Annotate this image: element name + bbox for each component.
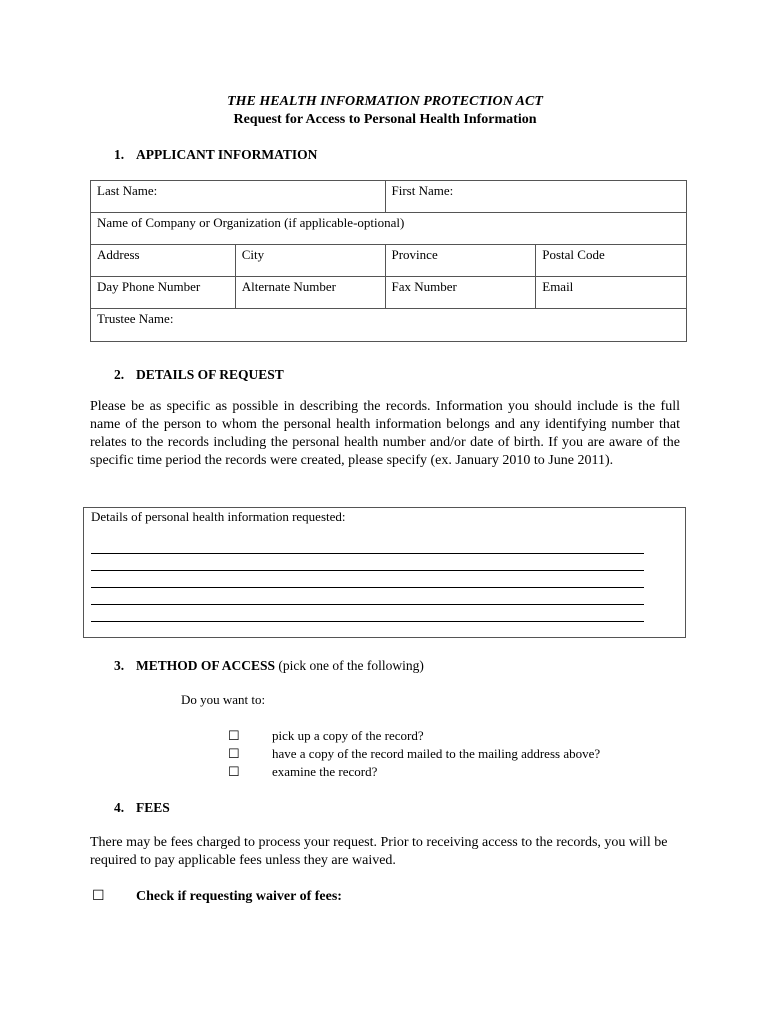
address-label: Address bbox=[97, 247, 140, 262]
first-name-label: First Name: bbox=[391, 183, 454, 198]
details-label: Details of personal health information requested: bbox=[91, 509, 346, 524]
fax-number-field[interactable] bbox=[385, 277, 536, 309]
trustee-name-label: Trustee Name: bbox=[97, 311, 174, 326]
details-line-1[interactable] bbox=[91, 553, 644, 554]
section-4-title: FEES bbox=[136, 800, 170, 815]
section-3-number: 3. bbox=[114, 658, 125, 673]
postal-code-label: Postal Code bbox=[542, 247, 605, 262]
first-name-field[interactable] bbox=[385, 181, 687, 213]
section-1-heading bbox=[114, 147, 317, 163]
details-box[interactable] bbox=[83, 507, 686, 638]
section-4-number: 4. bbox=[114, 800, 125, 815]
postal-code-field[interactable] bbox=[536, 245, 687, 277]
email-field[interactable] bbox=[536, 277, 687, 309]
applicant-info-table bbox=[90, 180, 687, 342]
province-field[interactable] bbox=[385, 245, 536, 277]
day-phone-label: Day Phone Number bbox=[97, 279, 201, 294]
section-3-title: METHOD OF ACCESS bbox=[136, 658, 276, 673]
access-prompt: Do you want to: bbox=[181, 692, 266, 707]
option-mail-label: have a copy of the record mailed to the mailing address above? bbox=[272, 746, 601, 761]
details-line-2[interactable] bbox=[91, 570, 644, 571]
act-title: THE HEALTH INFORMATION PROTECTION ACT bbox=[227, 94, 543, 109]
city-label: City bbox=[241, 247, 265, 262]
last-name-field[interactable] bbox=[91, 181, 386, 213]
section-1-number: 1. bbox=[114, 147, 125, 162]
city-field[interactable] bbox=[235, 245, 385, 277]
address-field[interactable] bbox=[91, 245, 236, 277]
section-2-title: DETAILS OF REQUEST bbox=[136, 367, 284, 382]
fee-waiver-checkbox[interactable]: ☐ bbox=[92, 889, 105, 904]
company-label: Name of Company or Organization (if applicable-optional) bbox=[97, 215, 405, 230]
alternate-number-label: Alternate Number bbox=[241, 279, 336, 294]
last-name-label: Last Name: bbox=[97, 183, 158, 198]
section-4-heading bbox=[114, 800, 170, 816]
option-pickup-label: pick up a copy of the record? bbox=[272, 728, 424, 743]
section-1-title: APPLICANT INFORMATION bbox=[136, 147, 318, 162]
option-pickup-checkbox[interactable]: ☐ bbox=[228, 728, 240, 743]
fee-waiver-label: Check if requesting waiver of fees: bbox=[136, 889, 342, 904]
day-phone-field[interactable] bbox=[91, 277, 236, 309]
option-examine-checkbox[interactable]: ☐ bbox=[228, 764, 240, 779]
details-line-4[interactable] bbox=[91, 604, 644, 605]
province-label: Province bbox=[391, 247, 438, 262]
email-label: Email bbox=[542, 279, 574, 294]
trustee-name-field[interactable] bbox=[91, 309, 687, 342]
form-subtitle: Request for Access to Personal Health Information bbox=[233, 112, 537, 127]
section-3-heading bbox=[114, 658, 424, 674]
section-3-note: (pick one of the following) bbox=[275, 658, 424, 673]
fax-number-label: Fax Number bbox=[391, 279, 457, 294]
section-2-number: 2. bbox=[114, 367, 125, 382]
request-instructions: Please be as specific as possible in describing the records. Information you should include is the full name of the person to whom the personal health information belongs and any identifying number that relates to the records including the personal health number and/or date of birth. If you are aware of the specific time period the records were created, please specify (ex. January 2010 to June 2011). bbox=[90, 399, 680, 468]
details-line-5[interactable] bbox=[91, 621, 644, 622]
option-examine-label: examine the record? bbox=[272, 764, 378, 779]
fees-text: There may be fees charged to process your request. Prior to receiving access to the records, you will be required to pay applicable fees unless they are waived. bbox=[90, 835, 668, 868]
company-field[interactable] bbox=[91, 213, 687, 245]
alternate-number-field[interactable] bbox=[235, 277, 385, 309]
option-mail-checkbox[interactable]: ☐ bbox=[228, 746, 240, 761]
details-line-3[interactable] bbox=[91, 587, 644, 588]
section-2-heading bbox=[114, 367, 284, 383]
